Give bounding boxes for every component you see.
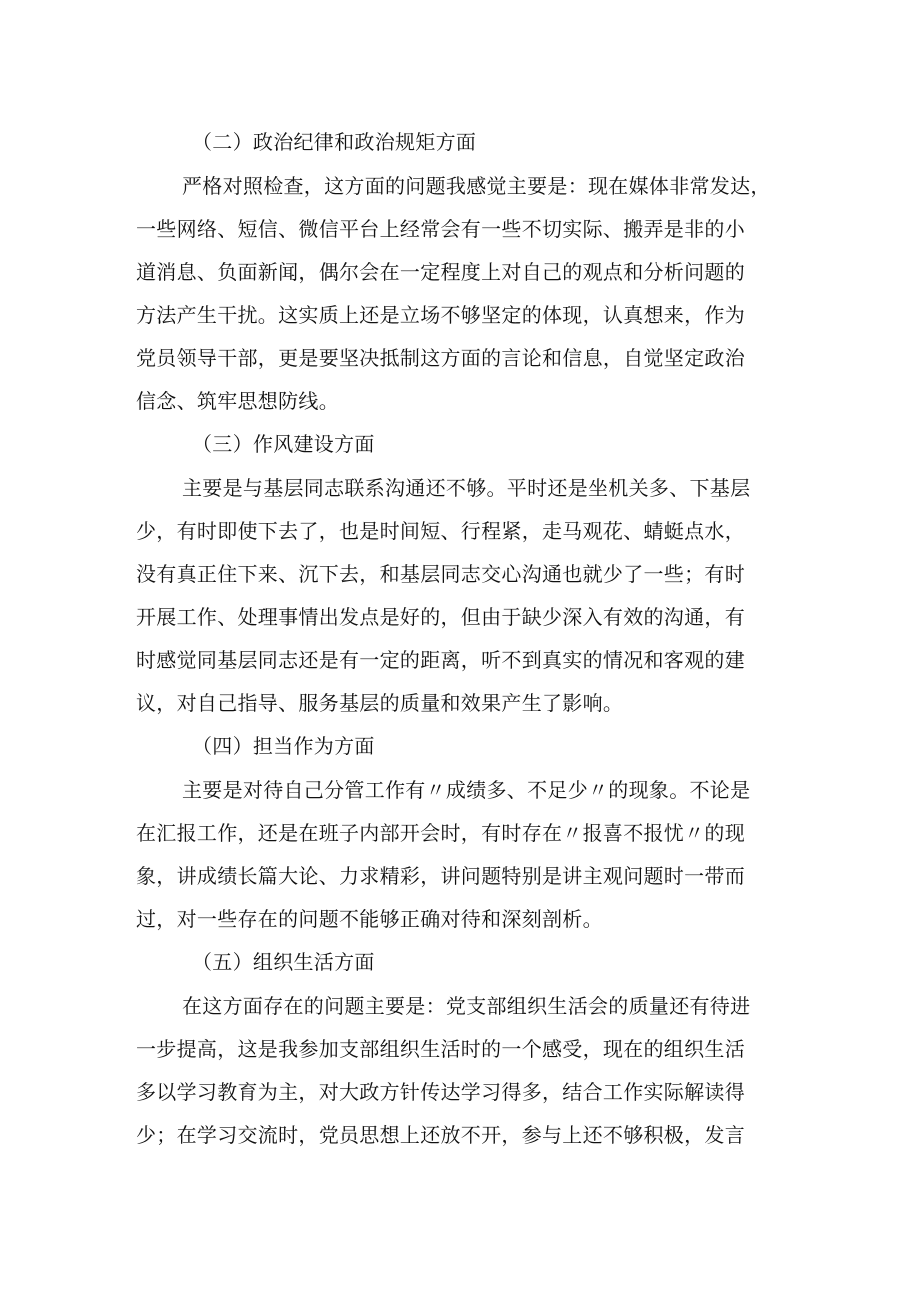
paragraph-line: 道消息、负面新闻，偶尔会在一定程度上对自己的观点和分析问题的 bbox=[136, 260, 745, 284]
section-heading: （二）政治纪律和政治规矩方面 bbox=[192, 130, 477, 154]
section-heading: （五）组织生活方面 bbox=[192, 950, 375, 974]
section-heading: （三）作风建设方面 bbox=[192, 432, 375, 456]
paragraph-line: 在汇报工作，还是在班子内部开会时，有时存在〃报喜不报忧〃的现 bbox=[136, 821, 745, 845]
paragraph-line: 时感觉同基层同志还是有一定的距离，听不到真实的情况和客观的建 bbox=[136, 648, 745, 672]
paragraph-line: 在这方面存在的问题主要是：党支部组织生活会的质量还有待进 bbox=[182, 994, 751, 1018]
paragraph-line: 象，讲成绩长篇大论、力求精彩，讲问题特别是讲主观问题时一带而 bbox=[136, 864, 745, 888]
paragraph-line: 议，对自己指导、服务基层的质量和效果产生了影响。 bbox=[136, 691, 624, 715]
paragraph-line: 党员领导干部，更是要坚决抵制这方面的言论和信息，自觉坚定政治 bbox=[136, 346, 745, 370]
paragraph-line: 信念、筑牢思想防线。 bbox=[136, 389, 339, 413]
paragraph-line: 少，有时即使下去了，也是时间短、行程紧，走马观花、蜻蜓点水， bbox=[136, 519, 745, 543]
section-heading: （四）担当作为方面 bbox=[192, 734, 375, 758]
paragraph-line: 严格对照检查，这方面的问题我感觉主要是：现在媒体非常发达， bbox=[182, 174, 771, 198]
paragraph-line: 主要是对待自己分管工作有〃成绩多、不足少〃的现象。不论是 bbox=[182, 778, 751, 802]
paragraph-line: 没有真正住下来、沉下去，和基层同志交心沟通也就少了一些；有时 bbox=[136, 562, 745, 586]
paragraph-line: 一步提高，这是我参加支部组织生活时的一个感受，现在的组织生活 bbox=[136, 1037, 745, 1061]
paragraph-line: 多以学习教育为主，对大政方针传达学习得多，结合工作实际解读得 bbox=[136, 1080, 745, 1104]
paragraph-line: 过，对一些存在的问题不能够正确对待和深刻剖析。 bbox=[136, 907, 603, 931]
paragraph-line: 少；在学习交流时，党员思想上还放不开，参与上还不够积极，发言 bbox=[136, 1123, 745, 1147]
paragraph-line: 主要是与基层同志联系沟通还不够。平时还是坐机关多、下基层 bbox=[182, 476, 751, 500]
paragraph-line: 开展工作、处理事情出发点是好的，但由于缺少深入有效的沟通，有 bbox=[136, 605, 745, 629]
paragraph-line: 方法产生干扰。这实质上还是立场不够坚定的体现，认真想来，作为 bbox=[136, 303, 745, 327]
paragraph-line: 一些网络、短信、微信平台上经常会有一些不切实际、搬弄是非的小 bbox=[136, 217, 745, 241]
